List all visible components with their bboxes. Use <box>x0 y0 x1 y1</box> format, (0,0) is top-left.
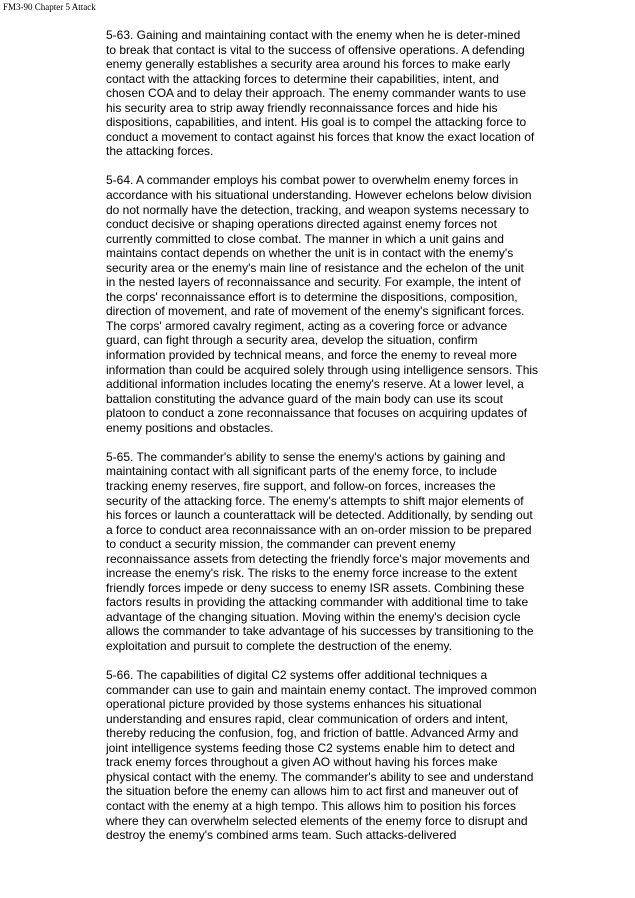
paragraph-5-66: 5-66. The capabilities of digital C2 systems offer additional techniques a commander can use to gain and maintain enemy contact. The improved common operational picture provided by those systems enhances his situational understanding and ensures rapid, clear communication of orders and intent, thereby reducing the confusion, fog, and friction of battle. Advanced Army and joint intelligence systems feeding those C2 systems enable him to detect and track enemy forces throughout a given AO without having his forces make physical contact with the enemy. The commander's ability to see and understand the situation before the enemy can allows him to act first and maneuver out of contact with the enemy at a high tempo. This allows him to position his forces where they can overwhelm selected elements of the enemy force to disrupt and destroy the enemy's combined arms team. Such attacks-delivered <box>106 668 537 843</box>
document-body <box>106 28 606 857</box>
paragraph-5-63: 5-63. Gaining and maintaining contact with the enemy when he is deter-mined to break that contact is vital to the success of offensive operations. A defending enemy generally establishes a security area around his forces to make early contact with the attacking forces to determine their capabilities, intent, and chosen COA and to delay their approach. The enemy commander wants to use his security area to strip away friendly reconnaissance forces and hide his dispositions, capabilities, and intent. His goal is to compel the attacking force to conduct a movement to contact against his forces that know the exact location of the attacking forces. <box>106 28 535 159</box>
paragraph-5-65: 5-65. The commander's ability to sense the enemy's actions by gaining and maintaining contact with all significant parts of the enemy force, to include tracking enemy reserves, fire support, and follow-on forces, increases the security of the attacking force. The enemy's attempts to shift major elements of his forces or launch a counterattack will be detected. Additionally, by sending out a force to conduct area reconnaissance with an on-order mission to be prepared to conduct a security mission, the commander can prevent enemy reconnaissance assets from detecting the friendly force's major movements and increase the enemy's risk. The risks to the enemy force increase to the extent friendly forces impede or deny success to enemy ISR assets. Combining these factors results in providing the attacking commander with additional time to take advantage of the changing situation. Moving within the enemy's decision cycle allows the commander to take advantage of his successes by transitioning to the exploitation and pursuit to complete the destruction of the enemy. <box>106 449 534 653</box>
paragraph-5-64: 5-64. A commander employs his combat power to overwhelm enemy forces in accordance with his situational understanding. However echelons below division do not normally have the detection, tracking, and weapon systems necessary to conduct decisive or shaping operations directed against enemy forces not currently committed to close combat. The manner in which a unit gains and maintains contact depends on whether the unit is in contact with the enemy's security area or the enemy's main line of resistance and the echelon of the unit in the nested layers of reconnaissance and security. For example, the intent of the corps' reconnaissance effort is to determine the dispositions, composition, direction of movement, and rate of movement of the enemy's significant forces. The corps' armored cavalry regiment, acting as a covering force or advance guard, can fight through a security area, develop the situation, confirm information provided by technical means, and force the enemy to reveal more information than could be acquired solely through using intelligence sensors. This additional information includes locating the enemy's reserve. At a lower level, a battalion constituting the advance guard of the main body can use its scout platoon to conduct a zone reconnaissance that focuses on acquiring updates of enemy positions and obstacles. <box>106 173 539 435</box>
page-header: FM3-90 Chapter 5 Attack <box>3 2 96 12</box>
